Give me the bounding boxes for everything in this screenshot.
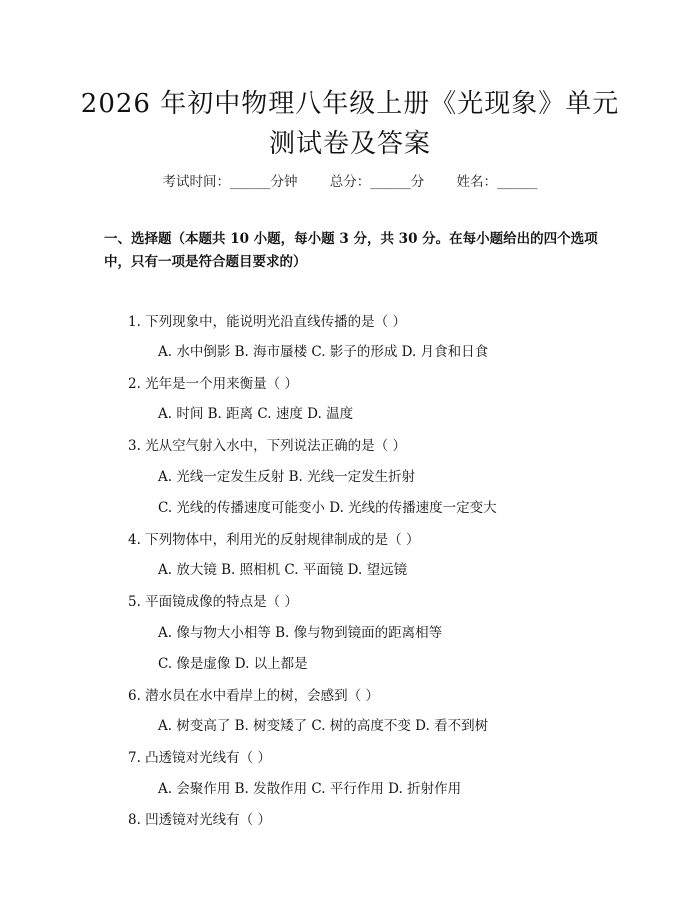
title-line-2: 测试卷及答案 bbox=[268, 129, 431, 159]
question-options: A. 时间 B. 距离 C. 速度 D. 温度 bbox=[158, 406, 354, 422]
question-options: A. 水中倒影 B. 海市蜃楼 C. 影子的形成 D. 月食和日食 bbox=[158, 344, 489, 360]
question-options: A. 会聚作用 B. 发散作用 C. 平行作用 D. 折射作用 bbox=[158, 781, 462, 797]
exam-time: 考试时间：______分钟 bbox=[162, 174, 298, 190]
section-heading bbox=[104, 228, 602, 274]
question-options: C. 像是虚像 D. 以上都是 bbox=[158, 656, 308, 672]
question-stem: 8. 凹透镜对光线有（ ） bbox=[128, 812, 271, 828]
question-stem: 4. 下列物体中，利用光的反射规律制成的是（ ） bbox=[128, 532, 420, 548]
question-stem: 7. 凸透镜对光线有（ ） bbox=[128, 750, 271, 766]
question-stem: 3. 光从空气射入水中，下列说法正确的是（ ） bbox=[128, 438, 406, 454]
question-stem: 5. 平面镜成像的特点是（ ） bbox=[128, 594, 298, 610]
section-heading-line-1: 一、选择题（本题共 10 小题，每小题 3 分，共 30 分。在每小题给出的四个选项 bbox=[104, 231, 598, 247]
question-options: A. 光线一定发生反射 B. 光线一定发生折射 bbox=[158, 469, 416, 485]
title-line-1: 2026 年初中物理八年级上册《光现象》单元 bbox=[80, 89, 620, 119]
total-score: 总分：______分 bbox=[329, 174, 425, 190]
section-heading-line-2: 中，只有一项是符合题目要求的） bbox=[104, 254, 307, 270]
question-options: A. 像与物大小相等 B. 像与物到镜面的距离相等 bbox=[158, 625, 443, 641]
question-options: A. 树变高了 B. 树变矮了 C. 树的高度不变 D. 看不到树 bbox=[158, 718, 489, 734]
page-title bbox=[0, 84, 700, 164]
question-stem: 2. 光年是一个用来衡量（ ） bbox=[128, 376, 298, 392]
student-name: 姓名：______ bbox=[456, 174, 538, 190]
question-options: A. 放大镜 B. 照相机 C. 平面镜 D. 望远镜 bbox=[158, 562, 408, 578]
exam-meta bbox=[0, 170, 700, 190]
question-options: C. 光线的传播速度可能变小 D. 光线的传播速度一定变大 bbox=[158, 500, 497, 516]
question-stem: 6. 潜水员在水中看岸上的树，会感到（ ） bbox=[128, 688, 379, 704]
question-stem: 1. 下列现象中，能说明光沿直线传播的是（ ） bbox=[128, 314, 406, 330]
